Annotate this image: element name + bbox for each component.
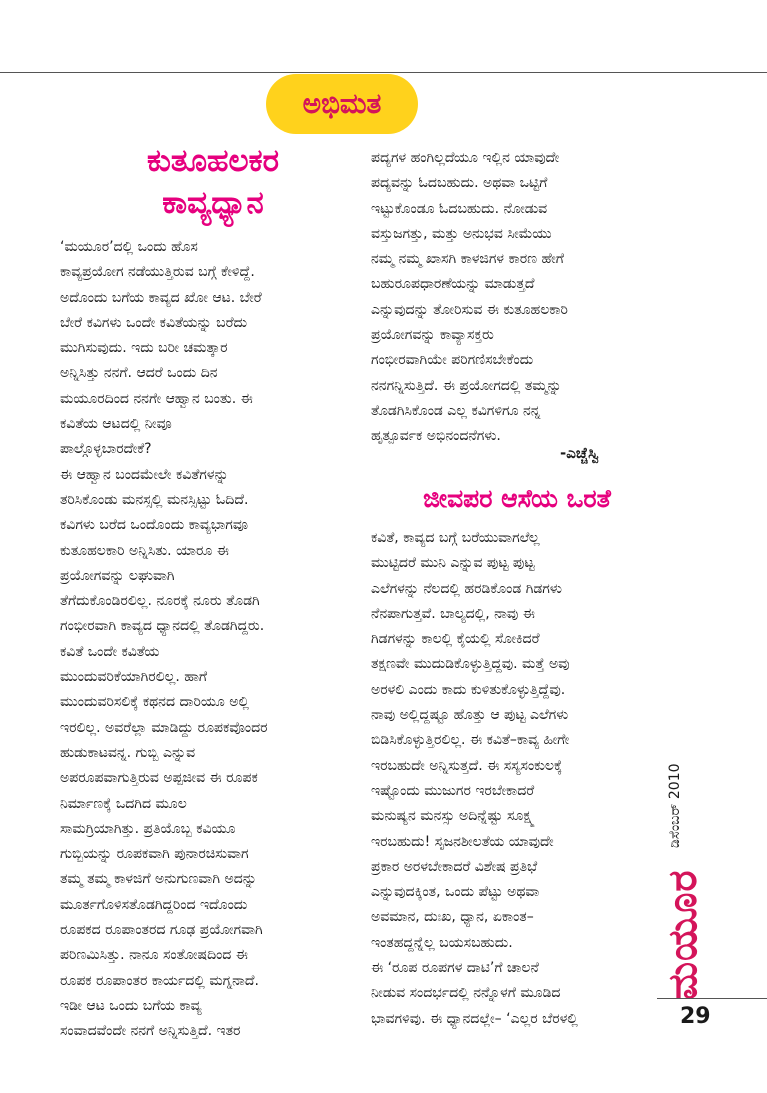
text-line: ಕವಿತೆಯ ಆಟದಲ್ಲಿ ನೀವೂ: [60, 416, 172, 433]
text-line: ನಮ್ಮ ನಮ್ಮ ಖಾಸಗಿ ಕಾಳಜಿಗಳ ಕಾರಣ ಹೇಗೆ: [371, 251, 564, 268]
text-line: ಇಷ್ಟೊಂದು ಮುಜುಗರ ಇರಬೇಕಾದರೆ: [371, 782, 535, 799]
text-line: ಅರಳಲಿ ಎಂದು ಕಾದು ಕುಳಿತುಕೊಳ್ಳುತ್ತಿದ್ದೆವು.: [371, 681, 566, 698]
text-line: ತಮ್ಮ ತಮ್ಮ ಕಾಳಜಿಗೆ ಅನುಗುಣವಾಗಿ ಅದನ್ನು: [60, 871, 257, 888]
text-line: ಸಾಮಗ್ರಿಯಾಗಿತ್ತು. ಪ್ರತಿಯೊಬ್ಬ ಕವಿಯೂ: [60, 820, 236, 837]
text-line: ತೊಡಗಿಸಿಕೊಂಡ ಎಲ್ಲ ಕವಿಗಳಿಗೂ ನನ್ನ: [371, 402, 541, 419]
text-line: ಇಂತಹದ್ದನ್ನೆಲ್ಲ ಬಯಸಬಹುದು.: [371, 934, 513, 951]
text-line: ಕಾವ್ಯಪ್ರಯೋಗ ನಡೆಯುತ್ತಿರುವ ಬಗ್ಗೆ ಕೇಳಿದ್ದೆ.: [60, 264, 255, 281]
top-rule: [0, 72, 767, 73]
text-line: ಇರಲಿಲ್ಲ. ಅವರೆಲ್ಲಾ ಮಾಡಿದ್ದು ರೂಪಕವೊಂದರ: [60, 719, 268, 736]
article1-title: [78, 140, 348, 224]
text-line: ಮನುಷ್ಯನ ಮನಸ್ಸು ಅದಿನ್ನೆಷ್ಟು ಸೂಕ್ಷ್ಮ: [371, 808, 535, 825]
section-badge: [266, 74, 418, 134]
text-line: ವಸ್ತುಜಗತ್ತು, ಮತ್ತು ಅನುಭವ ಸೀಮೆಯು: [371, 225, 552, 242]
text-line: ಬೇರೆ ಕವಿಗಳು ಒಂದೇ ಕವಿತೆಯನ್ನು ಬರೆದು: [60, 314, 248, 331]
text-line: ಪ್ರಯೋಗವನ್ನು ಕಾವ್ಯಾಸಕ್ತರು: [371, 327, 494, 344]
text-line: ಕವಿಗಳು ಬರೆದ ಒಂದೊಂದು ಕಾವ್ಯಭಾಗವೂ: [60, 517, 248, 534]
magazine-logo: ಮಯೂರ: [660, 869, 706, 1000]
text-line: ಪದ್ಯವನ್ನು ಓದಬಹುದು. ಅಥವಾ ಒಟ್ಟಿಗೆ: [371, 175, 548, 192]
article1-left-column: [60, 235, 358, 1045]
text-line: ಅದೊಂದು ಬಗೆಯ ಕಾವ್ಯದ ಖೋ ಆಟ. ಬೇರೆ: [60, 289, 262, 306]
text-line: ಬಿಡಿಸಿಕೊಳ್ಳುತ್ತಿರಲಿಲ್ಲ. ಈ ಕವಿತೆ–ಕಾವ್ಯ ಹೀಗೇ: [371, 732, 570, 749]
text-line: ಇರಬಹುದು! ಸೃಜನಶೀಲತೆಯ ಯಾವುದೇ: [371, 833, 554, 850]
section-badge-label: ಅಭಿಮತ: [302, 87, 382, 120]
text-line: ನೀಡುವ ಸಂದರ್ಭದಲ್ಲಿ ನನ್ನೊಳಗೆ ಮೂಡಿದ: [371, 985, 561, 1002]
text-line: ಬಹುರೂಪಧಾರಣೆಯನ್ನು ಮಾಡುತ್ತದೆ: [371, 276, 535, 293]
text-line: ಅವಮಾನ, ದುಃಖ, ಧ್ಯಾನ, ಏಕಾಂತ–: [371, 909, 534, 926]
article1-signature: -ಎಚ್ಚೆಸ್ವಿ: [560, 444, 599, 462]
text-line: ಮುಟ್ಟಿದರೆ ಮುನಿ ಎನ್ನುವ ಪುಟ್ಟ ಪುಟ್ಟ: [371, 555, 535, 572]
article2-title: ಜೀವಪರ ಆಸೆಯ ಒರತೆ: [423, 484, 611, 513]
text-line: ಗಂಭೀರವಾಗಿಯೇ ಪರಿಗಣಿಸಬೇಕೆಂದು: [371, 352, 534, 369]
text-line: ತಕ್ಷಣವೇ ಮುದುಡಿಕೊಳ್ಳುತ್ತಿದ್ದವು. ಮತ್ತೆ ಅವು: [371, 656, 570, 673]
text-line: ಮುಂದುವರಿಕೆಯಾಗಿರಲಿಲ್ಲ. ಹಾಗೆ: [60, 669, 208, 686]
text-line: ಎನ್ನುವುದನ್ನು ತೋರಿಸುವ ಈ ಕುತೂಹಲಕಾರಿ: [371, 301, 568, 318]
text-line: ಗಿಡಗಳನ್ನು ಕಾಲಲ್ಲಿ ಕೈಯಲ್ಲಿ ಸೋಕಿದರೆ: [371, 631, 540, 648]
article1-title-line: ಕುತೂಹಲಕರ: [147, 143, 279, 179]
text-line: ತರಿಸಿಕೊಂಡು ಮನಸ್ಸಲ್ಲಿ ಮನಸ್ಸಿಟ್ಟು ಓದಿದೆ.: [60, 491, 249, 508]
text-line: ಈ ಆಹ್ವಾನ ಬಂದಮೇಲೇ ಕವಿತೆಗಳನ್ನು: [60, 466, 229, 483]
text-line: ರೂಪಕದ ರೂಪಾಂತರದ ಗೂಢ ಪ್ರಯೋಗವಾಗಿ: [60, 922, 263, 939]
text-line: ಪರಿಣಮಿಸಿತ್ತು. ನಾನೂ ಸಂತೋಷದಿಂದ ಈ: [60, 947, 248, 964]
text-line: ನೆನಪಾಗುತ್ತವೆ. ಬಾಲ್ಯದಲ್ಲಿ, ನಾವು ಈ: [371, 605, 535, 622]
text-line: ಅನ್ನಿಸಿತ್ತು ನನಗೆ. ಆದರೆ ಒಂದು ದಿನ: [60, 365, 218, 382]
text-line: ಎಲೆಗಳನ್ನು ನೆಲದಲ್ಲಿ ಹರಡಿಕೊಂಡ ಗಿಡಗಳು: [371, 580, 562, 597]
text-line: ಗಂಭೀರವಾಗಿ ಕಾವ್ಯದ ಧ್ಯಾನದಲ್ಲಿ ತೊಡಗಿದ್ದರು.: [60, 618, 265, 635]
text-line: ಈ ‘ರೂಪ ರೂಪಗಳ ದಾಟಿ’ಗೆ ಚಾಲನೆ: [371, 960, 539, 977]
article1-right-column: [371, 146, 671, 450]
issue-date: ಡಿಸೆಂಬರ್ 2010: [667, 763, 683, 848]
text-line: ನನಗನ್ನಿಸುತ್ತಿದೆ. ಈ ಪ್ರಯೋಗದಲ್ಲಿ ತಮ್ಮನ್ನು: [371, 377, 562, 394]
page-number: 29: [680, 1004, 711, 1029]
text-line: ಪಾಲ್ಗೊಳ್ಳಬಾರದೇಕೆ?: [60, 441, 152, 458]
text-line: ನಿರ್ಮಾಣಕ್ಕೆ ಒದಗಿದ ಮೂಲ: [60, 795, 187, 812]
text-line: ಪ್ರಯೋಗವನ್ನು ಲಘುವಾಗಿ: [60, 567, 175, 584]
text-line: ಇರಬಹುದೇ ಅನ್ನಿಸುತ್ತದೆ. ಈ ಸಸ್ಯಸಂಕುಲಕ್ಕೆ: [371, 757, 563, 774]
text-line: ‘ಮಯೂರ’ದಲ್ಲಿ ಒಂದು ಹೊಸ: [60, 239, 198, 255]
text-line: ಮೂರ್ತಗೊಳಿಸತೊಡಗಿದ್ದರಿಂದ ಇದೊಂದು: [60, 896, 248, 913]
text-line: ಕವಿತೆ ಒಂದೇ ಕವಿತೆಯ: [60, 643, 160, 660]
text-line: ಅಪರೂಪವಾಗುತ್ತಿರುವ ಅಪ್ಪಜೀವ ಈ ರೂಪಕ: [60, 770, 258, 787]
text-line: ಭಾವಗಳಿವು. ಈ ಧ್ಯಾನದಲ್ಲೇ– ‘ಎಲ್ಲರ ಬೆರಳಲ್ಲಿ: [371, 1010, 578, 1027]
text-line: ಹೃತ್ಪೂರ್ವಕ ಅಭಿನಂದನೆಗಳು.: [371, 428, 501, 445]
text-line: ಪ್ರಕಾರ ಅರಳಬೇಕಾದರೆ ವಿಶೇಷ ಪ್ರತಿಭೆ: [371, 858, 538, 875]
text-line: ಎನ್ನುವುದಕ್ಕಿಂತ, ಒಂದು ಪೆಟ್ಟು ಅಥವಾ: [371, 884, 540, 901]
text-line: ಕುತೂಹಲಕಾರಿ ಅನ್ನಿಸಿತು. ಯಾರೂ ಈ: [60, 542, 229, 559]
text-line: ತೆಗೆದುಕೊಂಡಿರಲಿಲ್ಲ. ನೂರಕ್ಕೆ ನೂರು ತೊಡಗಿ: [60, 593, 260, 610]
page-rule: [657, 998, 767, 999]
text-line: ಇಟ್ಟುಕೊಂಡೂ ಓದಬಹುದು. ನೋಡುವ: [371, 200, 548, 217]
text-line: ಕವಿತೆ, ಕಾವ್ಯದ ಬಗ್ಗೆ ಬರೆಯುವಾಗಲೆಲ್ಲ: [371, 530, 540, 546]
text-line: ಪದ್ಯಗಳ ಹಂಗಿಲ್ಲದೆಯೂ ಇಲ್ಲಿನ ಯಾವುದೇ: [371, 150, 560, 166]
article1-title-line: ಕಾವ್ಯಧ್ಯಾನ: [162, 185, 264, 221]
text-line: ಮುಂದುವರಿಸಲಿಕ್ಕೆ ಕಥನದ ದಾರಿಯೂ ಅಲ್ಲಿ: [60, 694, 250, 711]
article2-column: [371, 526, 671, 1032]
text-line: ಗುಬ್ಬಿಯನ್ನು ರೂಪಕವಾಗಿ ಪುನಾರಚಿಸುವಾಗ: [60, 846, 249, 863]
text-line: ಹುಡುಕಾಟವನ್ನ. ಗುಬ್ಬಿ ಎನ್ನುವ: [60, 744, 196, 761]
text-line: ಇಡೀ ಆಟ ಒಂದು ಬಗೆಯ ಕಾವ್ಯ: [60, 997, 202, 1014]
text-line: ಸಂವಾದವೆಂದೇ ನನಗೆ ಅನ್ನಿಸುತ್ತಿದೆ. ಇತರ: [60, 1023, 241, 1040]
text-line: ಮಯೂರದಿಂದ ನನಗೇ ಆಹ್ವಾನ ಬಂತು. ಈ: [60, 390, 253, 407]
text-line: ಮುಗಿಸುವುದು. ಇದು ಬರೀ ಚಮತ್ಕಾರ: [60, 340, 228, 357]
text-line: ರೂಪಕ ರೂಪಾಂತರ ಕಾರ್ಯದಲ್ಲಿ ಮಗ್ನನಾದೆ.: [60, 972, 259, 989]
text-line: ನಾವು ಅಲ್ಲಿದ್ದಷ್ಟೂ ಹೊತ್ತು ಆ ಪುಟ್ಟ ಎಲೆಗಳು: [371, 707, 569, 724]
